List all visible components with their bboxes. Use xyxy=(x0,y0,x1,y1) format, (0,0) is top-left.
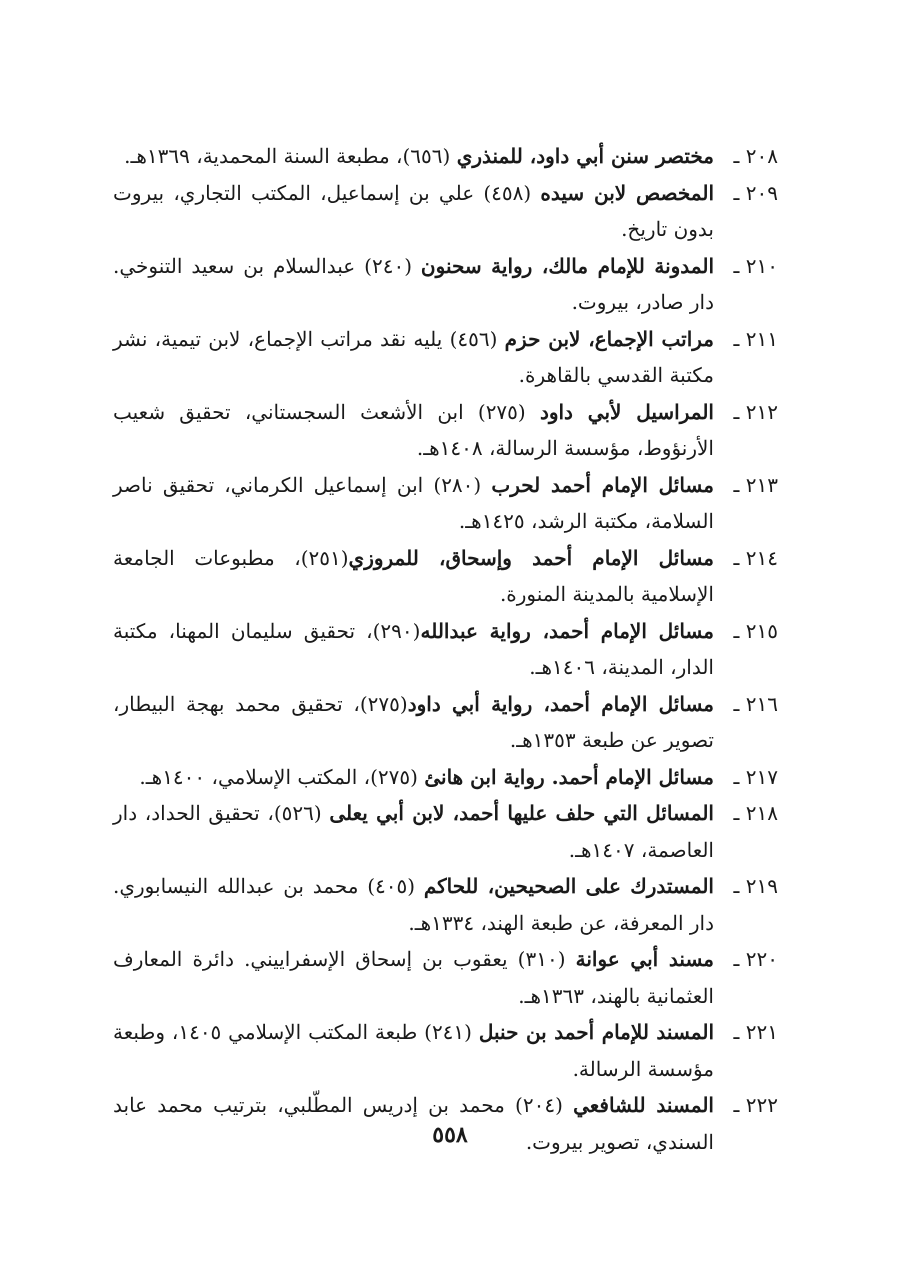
bibliography-list xyxy=(113,138,778,1160)
entry-title: المسند للشافعي xyxy=(573,1093,714,1117)
entry-title: مختصر سنن أبي داود، للمنذري xyxy=(456,144,714,168)
entry-details: (٤٥٨) علي بن إسماعيل، المكتب التجاري، بيروت بدون تاريخ. xyxy=(113,180,714,241)
bibliography-entry-217 xyxy=(113,759,778,796)
entry-details: (٢٧٥) ابن الأشعث السجستاني، تحقيق شعيب الأرنؤوط، مؤسسة الرسالة، ١٤٠٨هـ. xyxy=(113,399,714,460)
entry-number: ٢١٠ ـ xyxy=(733,253,778,278)
entry-details: (٢٤٠) عبدالسلام بن سعيد التنوخي. دار صادر، بيروت. xyxy=(113,253,714,314)
entry-number: ٢٢١ ـ xyxy=(733,1020,778,1044)
entry-details: (٣١٠) يعقوب بن إسحاق الإسفراييني. دائرة المعارف العثمانية بالهند، ١٣٦٣هـ. xyxy=(113,947,714,1008)
entry-details: (٢٩٠)، تحقيق سليمان المهنا، مكتبة الدار، المدينة، ١٤٠٦هـ. xyxy=(113,618,714,679)
entry-title: المخصص لابن سيده xyxy=(540,180,714,205)
entry-number: ٢١٣ ـ xyxy=(733,472,778,497)
entry-title: المستدرك على الصحيحين، للحاكم xyxy=(423,874,714,898)
entry-number: ٢٠٨ ـ xyxy=(733,144,778,168)
bibliography-entry-221 xyxy=(113,1014,778,1087)
entry-details: (٤٥٦) يليه نقد مراتب الإجماع، لابن تيمية، نشر مكتبة القدسي بالقاهرة. xyxy=(113,326,714,387)
entry-details: (٤٠٥) محمد بن عبدالله النيسابوري. دار المعرفة، عن طبعة الهند، ١٣٣٤هـ. xyxy=(113,874,714,935)
bibliography-entry-214 xyxy=(113,540,778,613)
entry-details: (٢٤١) طبعة المكتب الإسلامي ١٤٠٥، وطبعة مؤسسة الرسالة. xyxy=(113,1020,714,1081)
entry-title: مراتب الإجماع، لابن حزم xyxy=(504,326,714,351)
entry-title: المسند للإمام أحمد بن حنبل xyxy=(478,1020,714,1044)
entry-number: ٢١٢ ـ xyxy=(733,399,778,424)
entry-number: ٢١٧ ـ xyxy=(733,764,778,789)
entry-details: (٢٥١)، مطبوعات الجامعة الإسلامية بالمدينة المنورة. xyxy=(113,545,714,606)
bibliography-entry-216 xyxy=(113,686,778,759)
entry-title: المدونة للإمام مالك، رواية سحنون xyxy=(420,253,715,278)
entry-title: المراسيل لأبي داود xyxy=(539,399,714,424)
bibliography-entry-213 xyxy=(113,467,778,540)
bibliography-entry-210 xyxy=(113,248,778,321)
entry-details: (٢٧٥)، المكتب الإسلامي، ١٤٠٠هـ. xyxy=(139,764,425,789)
entry-details: (٦٥٦)، مطبعة السنة المحمدية، ١٣٦٩هـ. xyxy=(124,144,457,168)
page-number: ٥٥٨ xyxy=(432,1122,468,1148)
entry-details: (٢٧٥)، تحقيق محمد بهجة البيطار، تصوير عن طبعة ١٣٥٣هـ. xyxy=(113,691,714,752)
entry-number: ٢١٩ ـ xyxy=(733,874,778,898)
entry-title: مسائل الإمام أحمد. رواية ابن هانئ xyxy=(424,764,714,789)
entry-number: ٢١٤ ـ xyxy=(733,545,778,570)
bibliography-entry-211 xyxy=(113,321,778,394)
entry-number: ٢١٨ ـ xyxy=(733,801,778,825)
bibliography-entry-209 xyxy=(113,175,778,248)
bibliography-entry-218 xyxy=(113,795,778,868)
entry-title: مسائل الإمام أحمد، رواية أبي داود xyxy=(407,691,715,716)
entry-number: ٢١١ ـ xyxy=(733,326,778,351)
entry-details: (٥٢٦)، تحقيق الحداد، دار العاصمة، ١٤٠٧هـ. xyxy=(113,801,714,862)
bibliography-entry-212 xyxy=(113,394,778,467)
entry-title: مسائل الإمام أحمد، رواية عبدالله xyxy=(420,618,714,643)
entry-number: ٢١٥ ـ xyxy=(733,618,778,643)
bibliography-entry-219 xyxy=(113,868,778,941)
entry-number: ٢٢٢ ـ xyxy=(733,1093,778,1117)
entry-details: (٢٨٠) ابن إسماعيل الكرماني، تحقيق ناصر السلامة، مكتبة الرشد، ١٤٢٥هـ. xyxy=(113,472,714,533)
bibliography-entry-220 xyxy=(113,941,778,1014)
entry-title: المسائل التي حلف عليها أحمد، لابن أبي يعلى xyxy=(329,801,714,825)
entry-number: ٢٢٠ ـ xyxy=(733,947,778,971)
entry-title: مسائل الإمام أحمد لحرب xyxy=(491,472,714,497)
bibliography-entry-215 xyxy=(113,613,778,686)
entry-title: مسند أبي عوانة xyxy=(575,947,714,971)
entry-number: ٢١٦ ـ xyxy=(733,691,778,716)
entry-number: ٢٠٩ ـ xyxy=(733,180,778,205)
entry-details: (٢٠٤) محمد بن إدريس المطّلبي، بترتيب محمد عابد السندي، تصوير بيروت. xyxy=(113,1093,714,1154)
bibliography-entry-208 xyxy=(113,138,778,175)
entry-title: مسائل الإمام أحمد وإسحاق، للمروزي xyxy=(348,545,714,570)
